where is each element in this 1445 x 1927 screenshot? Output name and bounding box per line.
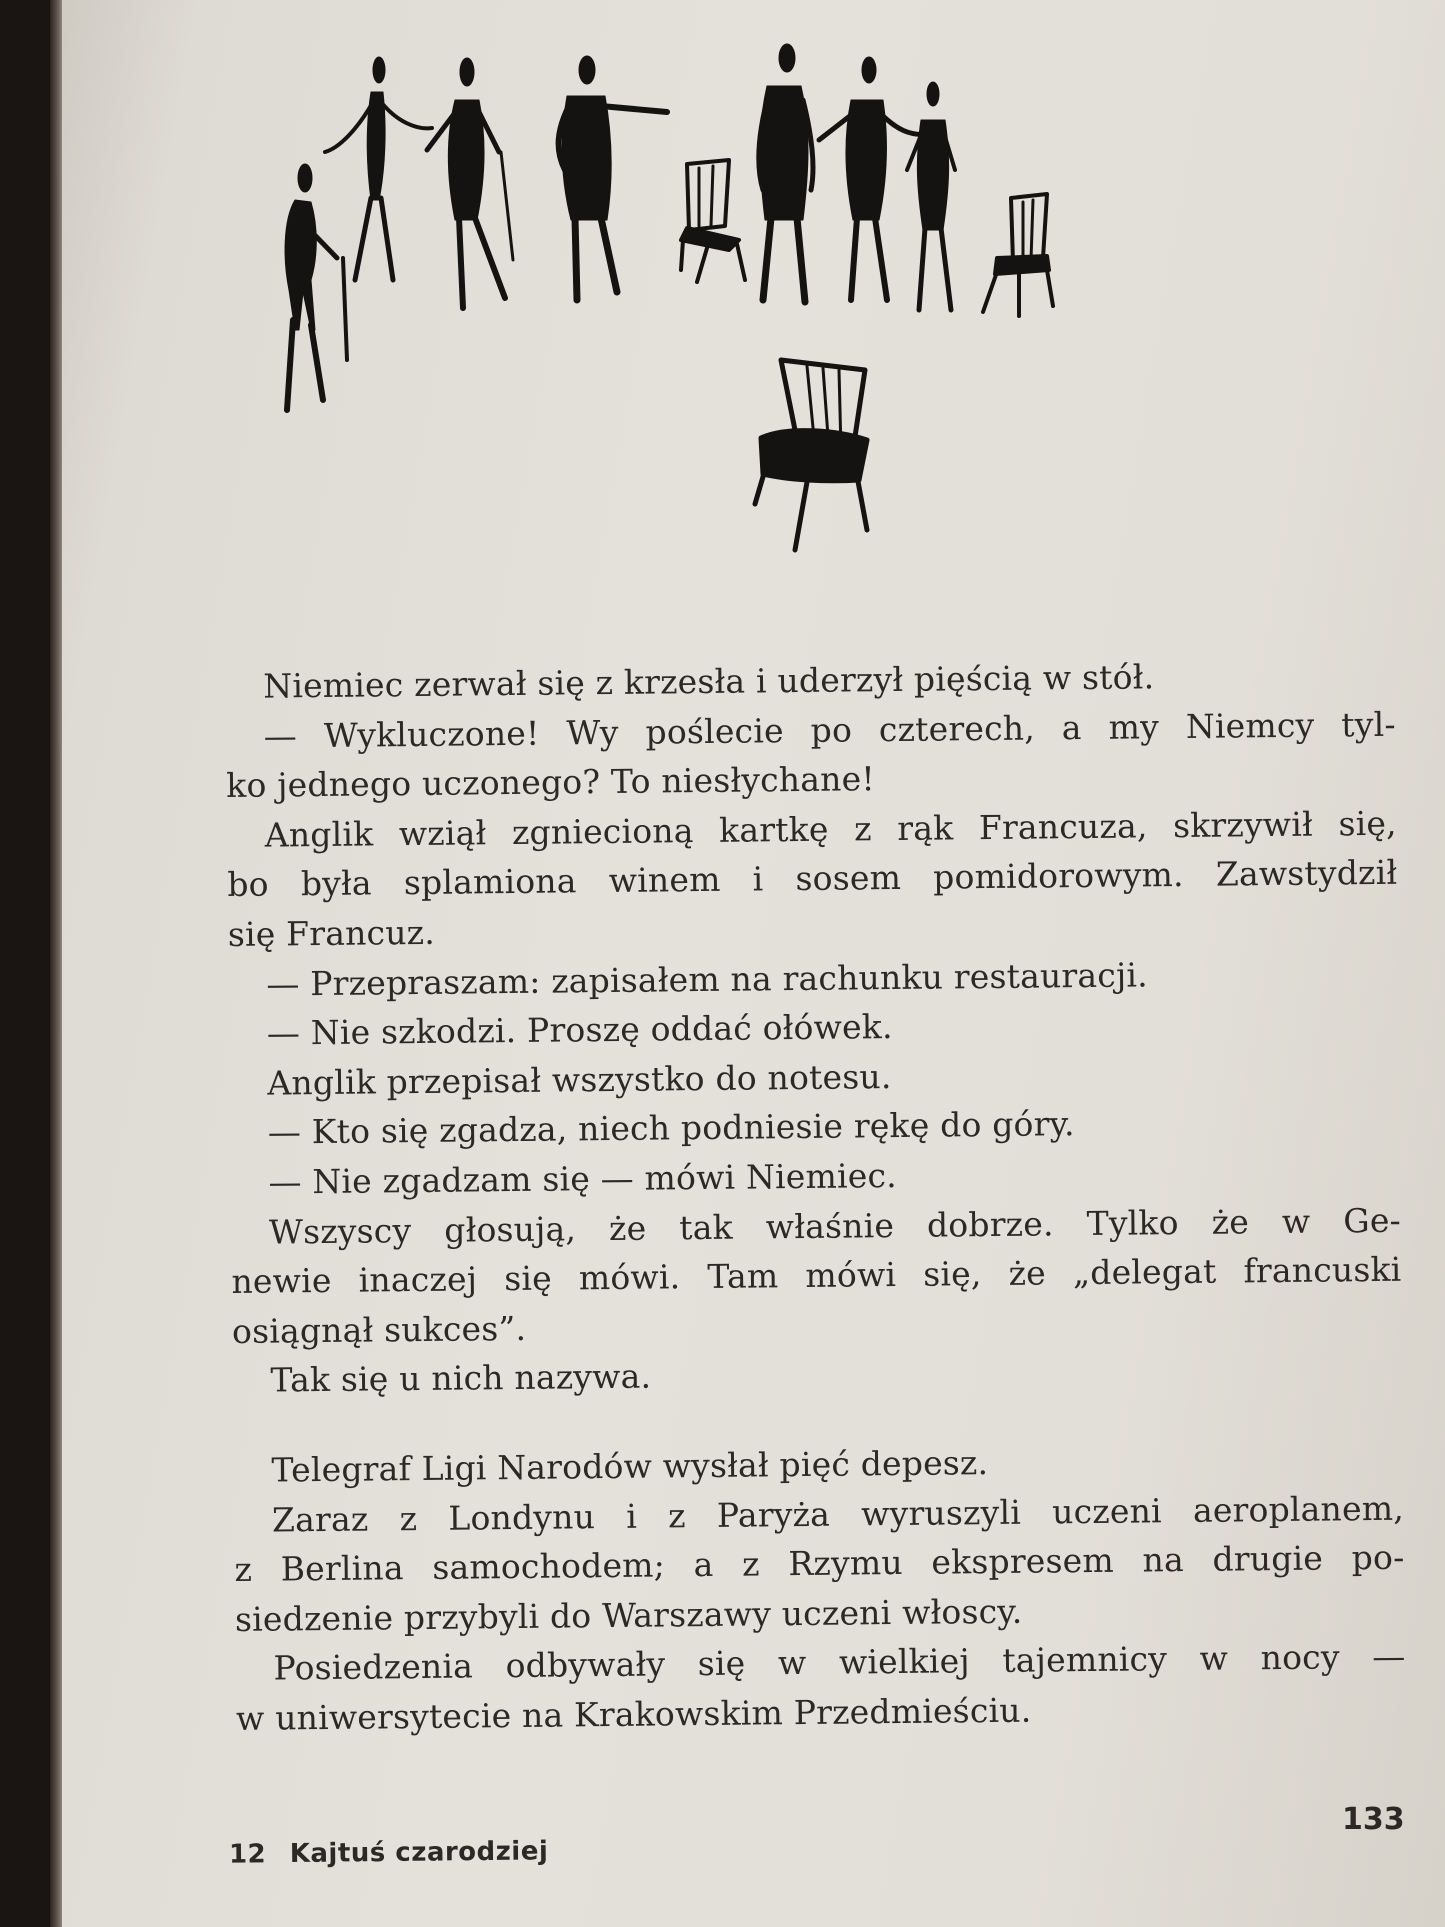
text-line: ko jednego uczonego? To niesłychane! (226, 759, 875, 806)
text-line: — Nie zgadzam się — mówi Niemiec. (268, 1155, 898, 1202)
chair-icon (681, 160, 745, 282)
figure-gesturing-icon (819, 57, 927, 300)
text-line: siedzenie przybyli do Warszawy uczeni włoscy. (234, 1591, 1023, 1639)
text-line: Anglik przepisał wszystko do notesu. (267, 1056, 892, 1103)
text-line: Anglik wziął zgniecioną kartkę z rąk Francuza, skrzywił się, (264, 803, 1397, 855)
figure-arms-out-icon (325, 57, 432, 280)
figure-with-cane-icon (285, 164, 347, 410)
text-line: Niemiec zerwał się z krzesła i uderzył pięścią w stół. (263, 657, 1155, 706)
text-line: Tak się u nich nazywa. (270, 1356, 652, 1400)
text-line: osiągnął sukces”. (231, 1308, 527, 1351)
text-line: bo była splamiona winem i sosem pomidorowym. Zawstydził (227, 853, 1398, 905)
figure-standing-icon (759, 44, 813, 302)
text-line: Posiedzenia odbywały się w wielkiej tajemnicy w nocy — (273, 1636, 1406, 1688)
text-line: Wszyscy głosują, że tak właśnie dobrze. Tylko że w Ge- (268, 1200, 1402, 1252)
text-line: z Berlina samochodem; a z Rzymu ekspresem na drugie po- (234, 1537, 1405, 1590)
figure-thin-icon (907, 82, 955, 310)
text-line: — Kto się zgadza, niech podniesie rękę do góry. (267, 1104, 1075, 1152)
book-title: Kajtuś czarodziej (289, 1836, 549, 1870)
book-page (62, 0, 1445, 1927)
text-line: — Przepraszam: zapisałem na rachunku restauracji. (266, 954, 1149, 1004)
figure-walking-icon (427, 58, 513, 308)
figure-pointing-icon (559, 56, 667, 300)
chair-icon (983, 194, 1053, 316)
chapter-number: 12 (228, 1839, 267, 1870)
footer-signature (229, 1836, 549, 1869)
chair-tilted-icon (755, 360, 867, 550)
main-text (225, 650, 1406, 1744)
text-line: — Nie szkodzi. Proszę oddać ołówek. (266, 1007, 893, 1053)
text-line: w uniwersytecie na Krakowskim Przedmieściu. (235, 1690, 1032, 1738)
page-number: 133 (1342, 1802, 1405, 1837)
text-line: Zaraz z Londynu i z Paryża wyruszyli uczeni aeroplanem, (271, 1488, 1405, 1540)
text-line: Telegraf Ligi Narodów wysłał pięć depesz. (271, 1442, 989, 1490)
silhouette-figures-and-chairs-icon (267, 30, 1327, 570)
text-line: się Francuz. (227, 912, 436, 954)
text-line: — Wykluczone! Wy poślecie po czterech, a my Niemcy tyl- (263, 704, 1396, 756)
text-line: newie inaczej się mówi. Tam mówi się, że „delegat francuski (231, 1249, 1402, 1302)
